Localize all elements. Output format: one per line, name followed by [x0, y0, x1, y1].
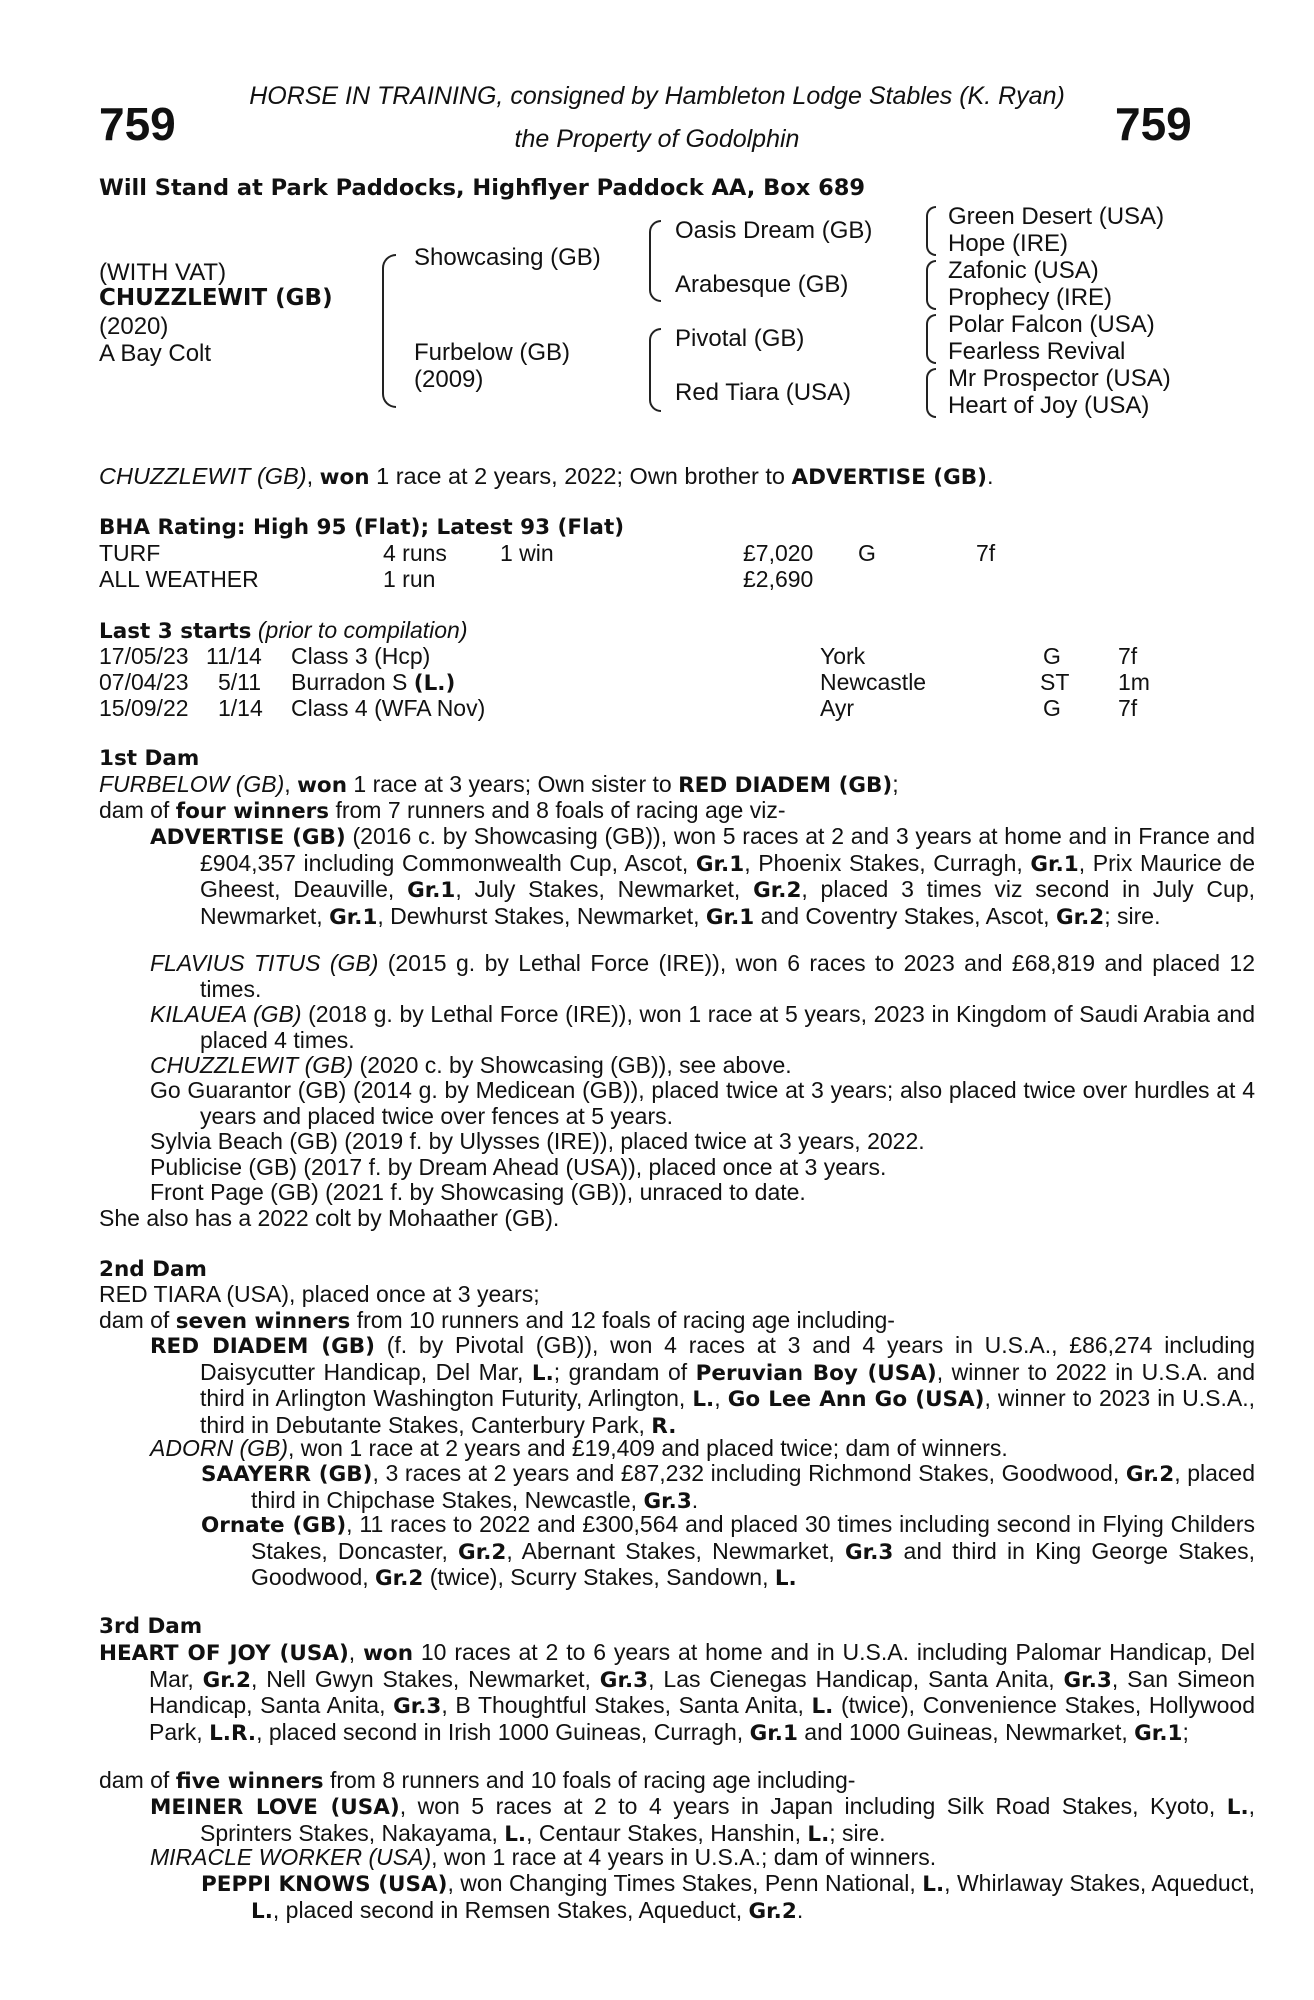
- summary-brother: ADVERTISE (GB): [791, 465, 987, 490]
- entry-text: ; grandam of: [553, 1358, 696, 1385]
- entry-text: , won 1 race at 4 years in U.S.A.; dam of winners.: [431, 1844, 937, 1870]
- first-dam-produce-c: from 7 runners and 8 foals of racing age viz-: [329, 797, 786, 823]
- starts-note: (prior to compilation): [251, 617, 468, 643]
- first-dam-also: She also has a 2022 colt by Mohaather (GB).: [99, 1205, 560, 1231]
- grade-label: Gr.2: [202, 1667, 251, 1693]
- third-dam-produce-a: dam of: [99, 1767, 176, 1793]
- summary-sep: ,: [306, 463, 320, 489]
- lot-number-left: 759: [99, 98, 176, 150]
- third-dam-produce-c: from 8 runners and 10 foals of racing age including-: [323, 1767, 856, 1793]
- vat-label: (WITH VAT): [99, 259, 227, 286]
- pedigree-ggp: Polar Falcon (USA): [948, 311, 1155, 338]
- entry-saayerr: [201, 1461, 1255, 1514]
- entry-name: SAAYERR (GB): [201, 1462, 373, 1487]
- entry-meiner-love: [150, 1794, 1255, 1847]
- second-dam-title: 2nd Dam: [99, 1257, 207, 1282]
- grade-label: L.: [251, 1898, 273, 1924]
- start-race: [291, 670, 455, 697]
- second-dam-winners: seven winners: [175, 1309, 351, 1334]
- start-date: 15/09/22: [99, 695, 189, 721]
- pedigree-ggp: Green Desert (USA): [948, 203, 1165, 230]
- grade-label: Gr.3: [599, 1667, 649, 1693]
- grade-label: Gr.1: [749, 1720, 798, 1746]
- entry-text: , Whirlaway Stakes, Aqueduct,: [944, 1870, 1255, 1896]
- pedigree-ggp: Hope (IRE): [948, 230, 1069, 257]
- first-dam-end: ;: [892, 771, 899, 797]
- entry-text: .: [796, 1896, 804, 1923]
- grade-label: Gr.1: [1030, 851, 1079, 877]
- start-race: Class 4 (WFA Nov): [291, 695, 486, 721]
- stand-line: Will Stand at Park Paddocks, Highflyer Paddock AA, Box 689: [99, 175, 866, 201]
- entry-text: , Sprinters Stakes, Nakayama,: [200, 1793, 1256, 1846]
- entry-heart-of-joy: [99, 1640, 1255, 1746]
- pedigree-bracket: [382, 254, 396, 408]
- first-dam-text: 1 race at 3 years; Own sister to: [347, 771, 679, 797]
- grade-label: L.: [531, 1360, 554, 1386]
- pedigree-ggp: Mr Prospector (USA): [948, 365, 1171, 392]
- grade-label: Gr.1: [695, 851, 745, 877]
- grade-label: Gr.2: [375, 1566, 424, 1592]
- grade-label: L.: [807, 1821, 830, 1847]
- entry-name: PEPPI KNOWS (USA): [201, 1872, 448, 1897]
- entry-text: , placed 3 times viz second in July Cup, Newmarket,: [200, 876, 1256, 929]
- pedigree-bracket: [926, 260, 936, 310]
- entry-text: , won 5 races at 2 to 4 years in Japan including Silk Road Stakes, Kyoto,: [399, 1793, 1227, 1819]
- grade-label: Gr.3: [1063, 1667, 1112, 1693]
- entry-text: (2016 c. by Showcasing (GB)), won 5 races at 2 and 3 years at home and in France and £904,357 including Commonwealth Cup, Ascot,: [200, 823, 1255, 876]
- pedigree-ggp: Heart of Joy (USA): [948, 392, 1150, 419]
- grade-label: L.: [692, 1387, 715, 1413]
- entry-text: (twice), Scurry Stakes, Sandown,: [423, 1564, 775, 1591]
- entry-text: .: [691, 1486, 699, 1513]
- second-dam-produce-c: from 10 runners and 12 foals of racing age including-: [350, 1307, 895, 1333]
- entry-flavius: [150, 951, 1255, 1002]
- horse-year: (2020): [99, 313, 169, 340]
- entry-miracle-worker: [150, 1845, 1205, 1871]
- entry-text: , won 1 race at 2 years and £19,409 and placed twice; dam of winners.: [288, 1435, 1008, 1461]
- second-dam-line: RED TIARA (USA), placed once at 3 years;: [99, 1281, 540, 1307]
- entry-text: ; sire.: [829, 1819, 886, 1846]
- start-going: ST: [1040, 669, 1070, 695]
- start-going: G: [1043, 695, 1061, 721]
- entry-text: (f. by Pivotal (GB)), won 4 races at 3 and 4 years in U.S.A., £86,274 including Daisycutter Handicap, Del Mar,: [200, 1332, 1255, 1385]
- entry-text: (twice), Convenience Stakes, Hollywood Park,: [149, 1692, 1255, 1745]
- entry-text: , Centaur Stakes, Hanshin,: [526, 1819, 808, 1846]
- entry-name: ADORN (GB): [150, 1435, 288, 1461]
- entry-text: , Phoenix Stakes, Curragh,: [744, 849, 1031, 876]
- entry-text: ;: [1182, 1718, 1189, 1745]
- entry-text: 10 races at 2 to 6 years at home and in U.S.A. including Palomar Handicap, Del Mar,: [149, 1639, 1256, 1692]
- grade-label: Gr.3: [393, 1694, 442, 1720]
- entry-text: , San Simeon Handicap, Santa Anita,: [149, 1665, 1255, 1719]
- rating-runs: 1 run: [383, 566, 436, 592]
- entry-text: ,: [714, 1385, 728, 1412]
- first-dam-won: won: [297, 773, 348, 798]
- entry-text: ; sire.: [1104, 902, 1161, 929]
- rating-distance: 7f: [976, 540, 996, 566]
- rating-surface: TURF: [99, 540, 161, 566]
- grade-label: L.: [1226, 1795, 1249, 1820]
- lot-number-right: 759: [1115, 98, 1192, 150]
- entry-name: Go Lee Ann Go (USA): [727, 1387, 985, 1413]
- summary-name: CHUZZLEWIT (GB): [99, 463, 307, 489]
- grade-label: Gr.3: [643, 1488, 692, 1514]
- first-dam-line: [99, 772, 899, 799]
- entry-text: , 3 races at 2 years and £87,232 including Richmond Stakes, Goodwood,: [372, 1460, 1126, 1486]
- start-race-grade: (L.): [413, 671, 456, 696]
- starts-title: Last 3 starts: [99, 619, 252, 644]
- pedigree-sire: Showcasing (GB): [414, 244, 601, 271]
- consignment-line: HORSE IN TRAINING, consigned by Hambleton Lodge Stables (K. Ryan): [249, 82, 1065, 110]
- start-course: Newcastle: [820, 669, 927, 695]
- grade-label: Gr.1: [407, 878, 456, 904]
- entry-text: , placed third in Chipchase Stakes, Newcastle,: [251, 1460, 1255, 1513]
- entry-text: , won Changing Times Stakes, Penn National,: [447, 1870, 923, 1896]
- entry-publicise: Publicise (GB) (2017 f. by Dream Ahead (USA)), placed once at 3 years.: [150, 1154, 887, 1180]
- grade-label: Gr.1: [705, 904, 755, 930]
- second-dam-produce-line: [99, 1308, 895, 1335]
- grade-label: Gr.2: [1125, 1462, 1175, 1487]
- pedigree-dam-dam: Red Tiara (USA): [675, 379, 852, 406]
- grade-label: Gr.1: [1134, 1720, 1183, 1746]
- first-dam-sep: ,: [284, 771, 298, 797]
- summary-line: [99, 464, 993, 491]
- start-going: G: [1043, 643, 1061, 669]
- rating-runs: 4 runs: [383, 540, 447, 566]
- entry-text: , Abernant Stakes, Newmarket,: [506, 1537, 846, 1564]
- start-race-name: Burradon S: [291, 669, 414, 695]
- summary-text: 1 race at 2 years, 2022; Own brother to: [369, 463, 792, 489]
- pedigree-bracket: [649, 220, 661, 302]
- entry-text: , B Thoughtful Stakes, Santa Anita,: [441, 1692, 812, 1719]
- third-dam-produce-line: [99, 1768, 855, 1795]
- grade-label: L.: [774, 1566, 797, 1592]
- entry-text: , winner to 2023 in U.S.A., third in Debutante Stakes, Canterbury Park,: [200, 1385, 1256, 1438]
- entry-name: CHUZZLEWIT (GB): [150, 1052, 354, 1078]
- rating-going: G: [858, 540, 876, 566]
- grade-label: Gr.2: [748, 1898, 797, 1924]
- starts-title-line: [99, 618, 468, 645]
- start-distance: 7f: [1118, 643, 1138, 669]
- start-date: 17/05/23: [99, 643, 189, 669]
- entry-text: , 11 races to 2022 and £300,564 and placed 30 times including second in Flying Childers Stakes, Doncaster,: [251, 1511, 1255, 1564]
- rating-earnings: £7,020: [743, 540, 814, 566]
- grade-label: R.: [651, 1413, 677, 1439]
- entry-front-page: Front Page (GB) (2021 f. by Showcasing (GB)), unraced to date.: [150, 1179, 806, 1205]
- entry-name: HEART OF JOY (USA): [99, 1641, 349, 1666]
- entry-text: (2018 g. by Lethal Force (IRE)), won 1 race at 5 years, 2023 in Kingdom of Saudi Arabia and placed 4 times.: [200, 1001, 1255, 1053]
- start-date: 07/04/23: [99, 669, 189, 695]
- pedigree-dam-sire: Pivotal (GB): [675, 325, 805, 352]
- grade-label: L.: [922, 1872, 945, 1897]
- horse-description: A Bay Colt: [99, 340, 212, 367]
- rating-earnings: £2,690: [743, 566, 814, 592]
- pedigree-bracket: [926, 314, 936, 364]
- third-dam-title: 3rd Dam: [99, 1614, 203, 1639]
- summary-end: .: [986, 463, 994, 489]
- first-dam-title: 1st Dam: [99, 746, 200, 771]
- entry-name: MEINER LOVE (USA): [150, 1795, 400, 1820]
- rating-title: BHA Rating: High 95 (Flat); Latest 93 (Flat): [99, 515, 625, 540]
- entry-red-diadem: [150, 1333, 1255, 1439]
- grade-label: Gr.1: [329, 904, 378, 930]
- pedigree-dam: Furbelow (GB): [414, 339, 571, 366]
- start-position: 11/14: [206, 643, 262, 669]
- first-dam-produce-a: dam of: [99, 797, 176, 823]
- pedigree-bracket: [649, 328, 661, 412]
- start-distance: 1m: [1118, 669, 1150, 695]
- horse-name: CHUZZLEWIT (GB): [99, 285, 333, 311]
- property-line: the Property of Godolphin: [514, 125, 800, 153]
- entry-name: RED DIADEM (GB): [150, 1334, 375, 1359]
- start-position: 5/11: [218, 669, 262, 695]
- entry-text: (2020 c. by Showcasing (GB)), see above.: [353, 1052, 792, 1078]
- entry-text: and 1000 Guineas, Newmarket,: [797, 1718, 1135, 1745]
- grade-label: Gr.2: [1055, 904, 1105, 930]
- entry-adorn: [150, 1436, 1205, 1462]
- entry-text: , Las Cienegas Handicap, Santa Anita,: [648, 1665, 1064, 1692]
- entry-name: Ornate (GB): [201, 1513, 347, 1538]
- grade-label: Gr.2: [753, 878, 802, 904]
- grade-label: L.: [811, 1694, 834, 1720]
- start-position: 1/14: [218, 695, 263, 721]
- pedigree-dam-year: (2009): [414, 366, 484, 393]
- pedigree-ggp: Fearless Revival: [948, 338, 1126, 365]
- grade-label: L.: [504, 1821, 527, 1847]
- pedigree-ggp: Zafonic (USA): [948, 257, 1099, 284]
- entry-name: ADVERTISE (GB): [150, 825, 346, 850]
- pedigree-sire-dam: Arabesque (GB): [675, 271, 849, 298]
- start-distance: 7f: [1118, 695, 1138, 721]
- first-dam-winners: four winners: [175, 799, 330, 824]
- entry-name: FLAVIUS TITUS (GB): [150, 950, 379, 976]
- entry-peppi-knows: [201, 1871, 1255, 1924]
- second-dam-produce-a: dam of: [99, 1307, 176, 1333]
- first-dam-sister: RED DIADEM (GB): [678, 773, 893, 798]
- entry-text: , Dewhurst Stakes, Newmarket,: [377, 902, 706, 929]
- start-course: Ayr: [820, 695, 855, 721]
- grade-label: Gr.3: [845, 1539, 894, 1565]
- entry-text: and third in King George Stakes, Goodwood,: [251, 1537, 1255, 1591]
- entry-name: MIRACLE WORKER (USA): [150, 1844, 432, 1870]
- entry-text: , placed second in Irish 1000 Guineas, Curragh,: [256, 1718, 750, 1745]
- third-dam-winners: five winners: [175, 1769, 324, 1794]
- grade-label: Gr.2: [458, 1539, 507, 1565]
- pedigree-bracket: [926, 368, 936, 418]
- first-dam-name: FURBELOW (GB): [99, 771, 285, 797]
- pedigree-bracket: [926, 206, 936, 256]
- entry-sylvia-beach: Sylvia Beach (GB) (2019 f. by Ulysses (IRE)), placed twice at 3 years, 2022.: [150, 1128, 925, 1154]
- entry-go-guarantor: Go Guarantor (GB) (2014 g. by Medicean (GB)), placed twice at 3 years; also placed twice over hurdles at 4 years and placed twice over fences at 5 years.: [150, 1077, 1255, 1129]
- rating-surface: ALL WEATHER: [99, 566, 259, 592]
- entry-won: won: [363, 1641, 414, 1666]
- first-dam-produce-line: [99, 798, 785, 825]
- pedigree-ggp: Prophecy (IRE): [948, 284, 1113, 311]
- entry-text: and Coventry Stakes, Ascot,: [754, 902, 1056, 929]
- entry-chuzzlewit: [150, 1053, 1255, 1079]
- rating-wins: 1 win: [500, 540, 554, 566]
- start-race: Class 3 (Hcp): [291, 643, 431, 669]
- entry-text: , Prix Maurice de Gheest, Deauville,: [200, 849, 1255, 903]
- entry-text: , Nell Gwyn Stakes, Newmarket,: [250, 1665, 600, 1692]
- entry-ornate: [201, 1512, 1255, 1592]
- entry-name: KILAUEA (GB): [150, 1001, 302, 1027]
- entry-name: Peruvian Boy (USA): [695, 1360, 937, 1386]
- entry-text: , July Stakes, Newmarket,: [455, 876, 754, 903]
- start-course: York: [820, 643, 866, 669]
- entry-advertise: [150, 824, 1255, 930]
- summary-won: won: [319, 465, 370, 490]
- pedigree-sire-sire: Oasis Dream (GB): [675, 217, 873, 244]
- entry-text: (2015 g. by Lethal Force (IRE)), won 6 races to 2023 and £68,819 and placed 12 times.: [200, 950, 1255, 1002]
- entry-text: , winner to 2022 in U.S.A. and third in Arlington Washington Futurity, Arlington,: [200, 1358, 1256, 1412]
- entry-sep: ,: [348, 1639, 364, 1665]
- entry-kilauea: [150, 1002, 1255, 1053]
- grade-label: L.R.: [209, 1720, 257, 1746]
- entry-text: , placed second in Remsen Stakes, Aqueduct,: [272, 1896, 749, 1923]
